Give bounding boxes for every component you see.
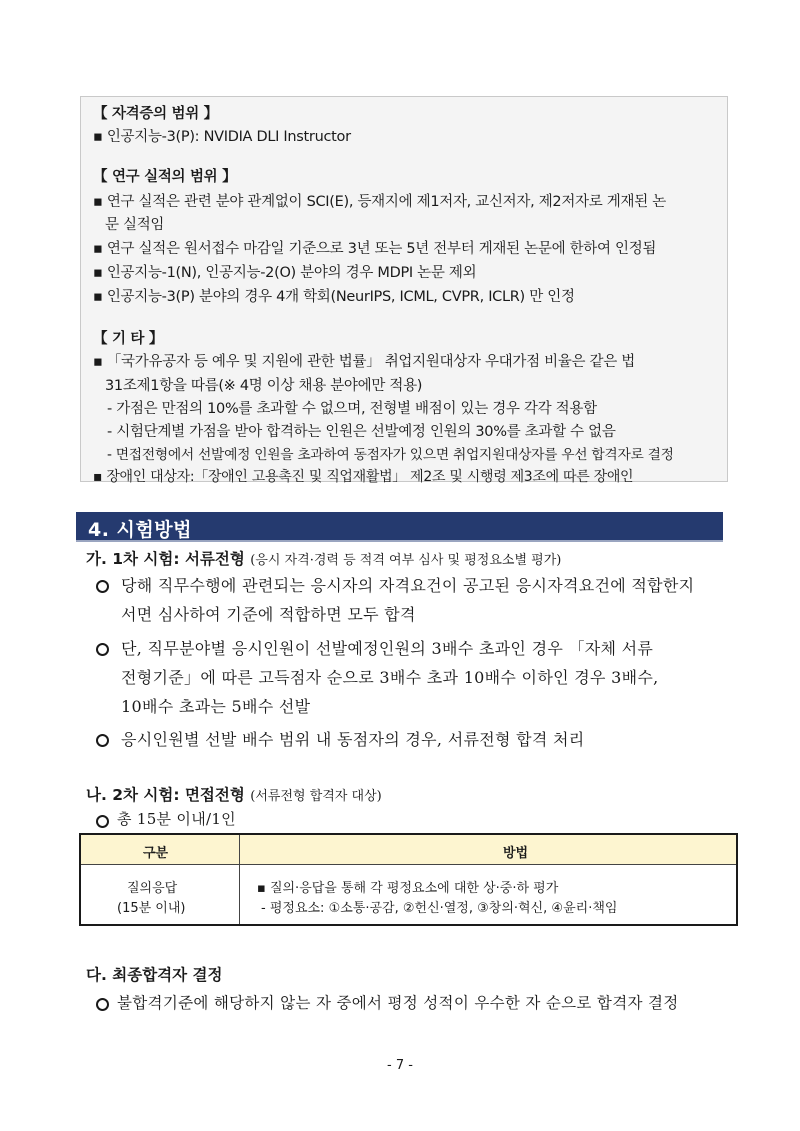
etc-line: ▪ 「국가유공자 등 예우 및 지원에 관한 법률」 취업지원대상자 우대가점 비율은 같은 법 [93,354,635,370]
subsection-na-note: (서류전형 합격자 대상) [250,789,382,804]
circle-bullet-icon [96,815,109,828]
table-method-line: - 평정요소: ①소통·공감, ②헌신·열정, ③창의·혁신, ④윤리·책임 [261,901,618,916]
subsection-na [86,783,382,805]
research-line: ▪ 인공지능-3(P) 분야의 경우 4개 학회(NeurIPS, ICML, CVPR, ICLR) 만 인정 [93,289,575,305]
etc-line: - 가점은 만점의 10%를 초과할 수 없으며, 전형별 배점이 있는 경우 각각 적용함 [107,401,597,417]
research-line: 문 실적임 [105,217,165,233]
circle-bullet-icon [96,998,109,1011]
research-line: ▪ 연구 실적은 관련 분야 관계없이 SCI(E), 등재지에 제1저자, 교신저자, 제2저자로 게재된 논 [93,194,666,210]
etc-line: - 면접전형에서 선발예정 인원을 초과하여 동점자가 있으면 취업지원대상자를 우선 합격자로 결정 [107,447,674,463]
subsection-na-label: 나. 2차 시험: 면접전형 [86,786,245,804]
subsection-ga-note: (응시 자격·경력 등 적격 여부 심사 및 평정요소별 평가) [250,553,562,568]
etc-line: - 시험단계별 가점을 받아 합격하는 인원은 선발예정 인원의 30%를 초과할 수 없음 [107,424,616,440]
table-row-label: 질의응답 [127,881,178,896]
table-header-row [81,835,736,865]
section-title: 4. 시험방법 [88,519,192,541]
duration-line: 총 15분 이내/1인 [117,810,236,828]
body-line: 단, 직무분야별 응시인원이 선발예정인원의 3배수 초과인 경우 「자체 서류 [121,639,654,658]
table-method-line: ▪ 질의·응답을 통해 각 평정요소에 대한 상·중·하 평가 [257,881,559,896]
subsection-da-label: 다. 최종합격자 결정 [86,966,223,984]
circle-bullet-icon [96,643,109,656]
qualification-heading: 【 자격증의 범위 】 [93,106,218,122]
subsection-ga-label: 가. 1차 시험: 서류전형 [86,550,245,568]
research-heading: 【 연구 실적의 범위 】 [93,169,237,185]
etc-line: 31조제1항을 따름(※ 4명 이상 채용 분야에만 적용) [105,378,423,394]
table-header-category: 구분 [143,846,169,861]
eligibility-notes-box [80,96,728,485]
research-line: ▪ 연구 실적은 원서접수 마감일 기준으로 3년 또는 5년 전부터 게재된 논문에 한하여 인정됨 [93,241,657,257]
body-line: 응시인원별 선발 배수 범위 내 동점자의 경우, 서류전형 합격 처리 [121,730,585,749]
section-header [76,512,723,542]
table-header-method: 방법 [503,846,529,861]
subsection-ga [86,547,561,569]
circle-bullet-icon [96,580,109,593]
circle-bullet-icon [96,734,109,747]
page-number: - 7 - [387,1058,413,1073]
etc-line: ▪ 장애인 대상자:「장애인 고용촉진 및 직업재활법」 제2조 및 시행령 제3조에 따른 장애인 [93,469,634,485]
table-row-sublabel: (15분 이내) [117,901,186,916]
etc-heading: 【 기 타 】 [93,331,164,347]
body-line: 10배수 초과는 5배수 선발 [121,697,311,716]
qualification-item: ▪ 인공지능-3(P): NVIDIA DLI Instructor [93,129,351,145]
body-line: 전형기준」에 따른 고득점자 순으로 3배수 초과 10배수 이하인 경우 3배수, [121,668,659,687]
body-line: 당해 직무수행에 관련되는 응시자의 자격요건이 공고된 응시자격요건에 적합한지 [121,576,695,595]
body-line: 서면 심사하여 기준에 적합하면 모두 합격 [121,605,416,624]
research-line: ▪ 인공지능-1(N), 인공지능-2(O) 분야의 경우 MDPI 논문 제외 [93,265,477,281]
table-divider [239,835,240,924]
body-line: 불합격기준에 해당하지 않는 자 중에서 평정 성적이 우수한 자 순으로 합격자 결정 [117,994,679,1012]
interview-table [79,833,738,926]
